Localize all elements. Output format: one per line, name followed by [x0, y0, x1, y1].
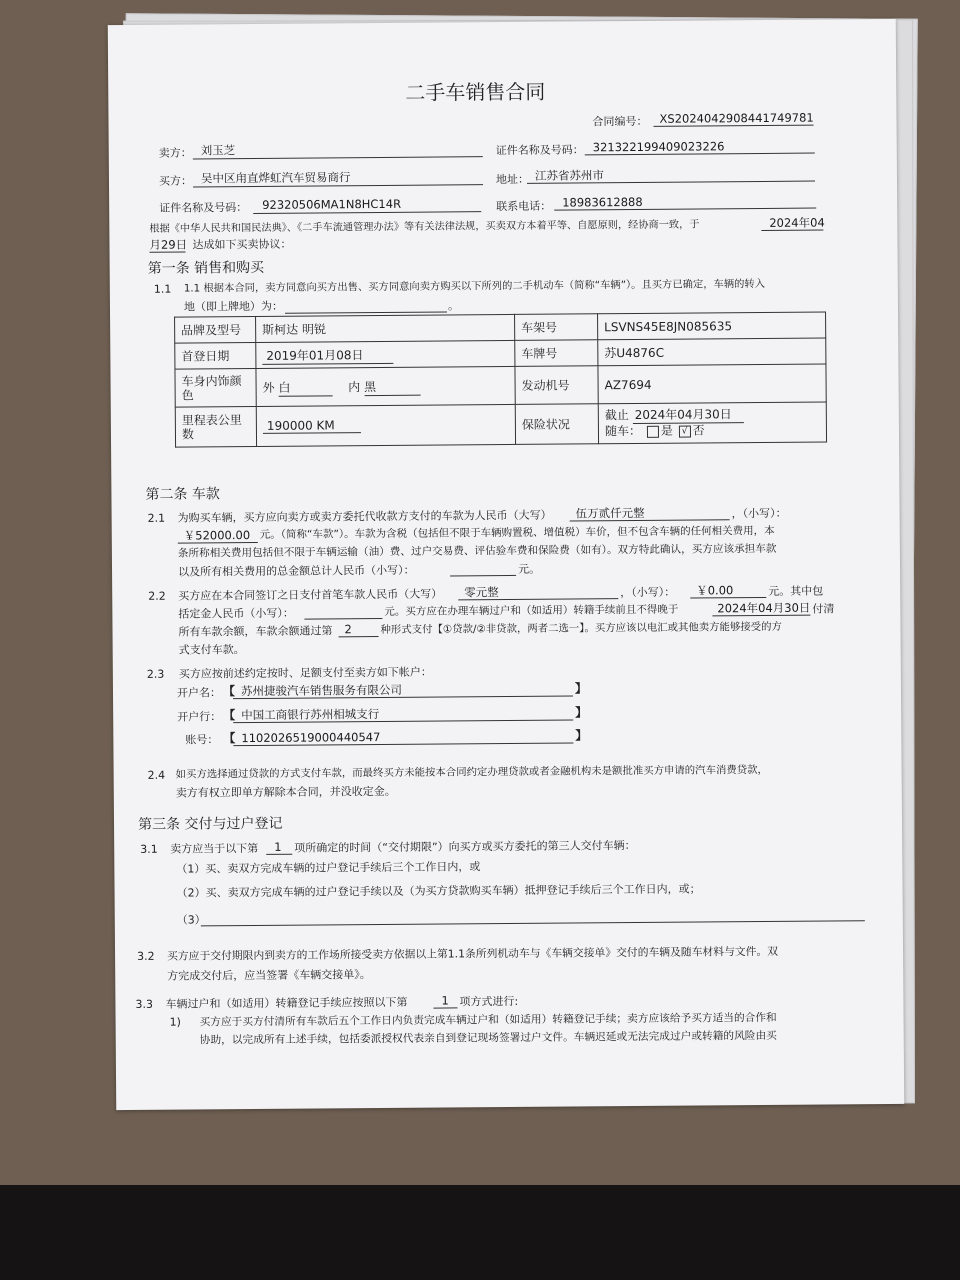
- s22-first: ￥0.00: [696, 583, 734, 598]
- s21-amount-cn: 伍万贰仟元整: [575, 505, 645, 521]
- engine-value: AZ7694: [598, 364, 826, 404]
- s22-deposit-line: [304, 618, 382, 620]
- buyer-phone-value: 18983612888: [562, 194, 643, 210]
- bracket-close: 】: [575, 728, 588, 743]
- s21-l3: 条所称相关费用包括但不限于车辆运输（油）费、过户交易费、评估验车费和保险费（如有）。双方特此确认，买方应该承担车款: [177, 542, 777, 560]
- engine-label: 发动机号: [515, 366, 598, 405]
- s22-first-cn: 零元整: [464, 585, 499, 600]
- s31-o2: （2）买、卖双方完成车辆的过户登记手续以及（为买方贷款购买车辆）抵押登记手续后三个工作日内，或；: [176, 882, 701, 900]
- insurance-date: 2024年04月30日: [633, 407, 744, 424]
- seller-id-value: 321322199409023226: [592, 139, 725, 155]
- s22-first-cn-line: [458, 598, 618, 600]
- brand-label: 品牌及型号: [175, 316, 256, 343]
- s33-sub-num: 1): [169, 1015, 181, 1029]
- s33-sub2: 协助，以完成所有上述手续，包括委派授权代表亲自到登记现场签署过户文件。车辆迟延或无法完成过户或转籍的风险由买: [199, 1028, 777, 1047]
- s21-l1a: 为购买车辆，买方应向卖方或卖方委托代收款方支付的车款为人民币（大写）: [177, 508, 552, 525]
- s24-l1: 如买方选择通过贷款的方式支付车款，而最终买方未能按本合同约定办理贷款或者金融机构未是额批准买方申请的汽车消费贷款，: [175, 763, 768, 781]
- s21-l1b: ，（小写）：: [731, 506, 787, 521]
- article3-heading: 第三条 交付与过户登记: [137, 815, 283, 833]
- contract-no-line: [654, 125, 814, 127]
- seller-id-label: 证件名称及号码：: [495, 143, 584, 158]
- int-prefix: 内: [348, 379, 361, 394]
- s21-amount-line: [178, 542, 258, 544]
- s33-opt: 1: [441, 993, 449, 1008]
- s21-l4-end: 元。: [517, 562, 541, 576]
- bank-label: 开户行：: [177, 710, 222, 724]
- s22-l1c: 元。其中包: [768, 584, 824, 598]
- article1-heading: 第一条 销售和购买: [147, 259, 265, 277]
- acct-name-label: 开户名：: [176, 686, 222, 700]
- acct-value: 1102026519000440547: [241, 729, 381, 746]
- art1-num: 1.1: [153, 282, 172, 296]
- s33-sub1: 买方应于买方付清所有车款后五个工作日内负责完成车辆过户和（如适用）转籍登记手续；卖方应该给予买方适当的合作和: [199, 1010, 777, 1029]
- bracket-open: 【: [223, 708, 236, 723]
- preamble-date-line: [761, 229, 823, 230]
- ext-prefix: 外: [262, 380, 275, 395]
- s31-o3-line: [201, 920, 865, 926]
- yes-label: 是: [660, 423, 673, 438]
- s22-l4: 式支付车款。: [178, 643, 245, 657]
- s22-num: 2.2: [148, 589, 166, 603]
- s33-l1b: 项方式进行:: [459, 994, 519, 1009]
- vin-label: 车架号: [515, 314, 598, 341]
- brand-value: 斯柯达 明锐: [256, 314, 515, 342]
- s31-l1b: 项所确定的时间（“交付期限”）向买方或买方委托的第三人交付车辆：: [294, 838, 636, 855]
- color-cell: [256, 366, 515, 406]
- s31-o1: （1）买、卖双方完成车辆的过户登记手续后三个工作日内，或: [176, 860, 481, 876]
- s32-l2: 方完成交付后，应当签署《车辆交接单》。: [167, 968, 371, 983]
- s21-total-line: [450, 575, 516, 577]
- s22-first-line: [690, 597, 766, 599]
- s22-l3b: 种形式支付【①贷款/②非贷款，两者二选一】。买方应该以电汇或其他卖方能够接受的方: [380, 620, 782, 636]
- seller-label: 卖方：: [158, 146, 192, 160]
- transfer-location-line: [285, 311, 447, 313]
- s31-o3: （3）: [176, 913, 206, 927]
- odometer-cell: [256, 404, 515, 446]
- seller-line: [193, 156, 483, 159]
- preamble-date2-line: [150, 252, 186, 253]
- buyer-id-value: 92320506MA1N8HC14R: [262, 196, 402, 212]
- preamble-date2: 月29日: [149, 237, 188, 252]
- preamble-line2: 达成如下买卖协议：: [192, 237, 292, 252]
- buyer-addr-value: 江苏省苏州市: [534, 168, 605, 183]
- contract-page: [108, 19, 904, 1110]
- reg-date-label: 首登日期: [175, 342, 256, 369]
- s23-num: 2.3: [146, 667, 165, 681]
- buyer-id-label: 证件名称及号码：: [159, 201, 248, 215]
- reg-date-value: 2019年01月08日: [262, 345, 393, 364]
- s22-l2b: 元。买方应在办理车辆过户和（如适用）转籍手续前且不得晚于: [384, 603, 679, 618]
- no-checkbox: √: [679, 425, 691, 437]
- preamble-date1: 2024年04: [769, 215, 825, 230]
- insurance-prefix: 截止: [604, 408, 629, 423]
- s31-opt-line: [266, 854, 292, 855]
- preamble-line1: 根据《中华人民共和国民法典》、《二手车流通管理办法》等有关法律法规，买卖双方本着平等、自愿原则，经协商一致，于: [149, 219, 700, 235]
- s33-num: 3.3: [135, 997, 153, 1011]
- plate-value: 苏U4876C: [598, 338, 826, 366]
- s32-l1: 买方应于交付期限内到卖方的工作场所接受卖方依据以上第1.1条所列机动车与《车辆交接单》交付的车辆及随车材料与文件。双: [167, 944, 779, 963]
- bracket-close: 】: [574, 681, 588, 696]
- s21-l2: 元。（简称“车款”）。车款为含税（包括但不限于车辆购置税、增值税）车价，但不包含车辆的任何相关费用，本: [259, 524, 775, 541]
- odometer-label: 里程表公里数: [175, 406, 256, 447]
- s31-l1a: 卖方应当于以下第: [170, 841, 259, 856]
- int-color: 黑: [364, 377, 420, 395]
- s22-due: 2024年04月30日: [717, 600, 811, 616]
- color-label: 车身内饰颜色: [175, 368, 256, 407]
- vehicle-table: [174, 311, 827, 447]
- reg-date-cell: [256, 340, 515, 368]
- vin-value: LSVNS45E8JN085635: [598, 312, 826, 340]
- bank-value: 中国工商银行苏州相城支行: [241, 707, 380, 723]
- buyer-addr-label: 地址：: [495, 172, 530, 187]
- buyer-value: 吴中区甪直烨虹汽车贸易商行: [200, 170, 351, 186]
- s22-l1a: 买方应在本合同签订之日支付首笔车款人民币（大写）: [178, 587, 443, 603]
- follow-label: 随车：: [604, 423, 642, 439]
- s22-l3a: 所有车款余额，车款余额通过第: [178, 624, 333, 639]
- acct-label: 账号：: [185, 733, 219, 747]
- s32-num: 3.2: [137, 949, 155, 963]
- page-title: 二手车销售合同: [405, 79, 546, 105]
- bracket-open: 【: [223, 731, 236, 746]
- s21-amount-cn-line: [570, 519, 730, 521]
- s33-l1a: 车辆过户和（如适用）转籍登记手续应按照以下第: [165, 995, 408, 1011]
- buyer-phone-label: 联系电话：: [496, 199, 552, 214]
- art1-p2: 地（即上牌地）为：: [183, 299, 284, 314]
- s21-num: 2.1: [147, 511, 166, 525]
- s22-method: 2: [344, 622, 352, 637]
- ext-color: 白: [278, 378, 332, 396]
- desk-edge: [0, 1185, 960, 1280]
- s22-l1b: ，（小写）：: [620, 585, 676, 600]
- art1-p2-end: 。: [447, 299, 460, 313]
- s22-l2a: 括定金人民币（小写）：: [178, 606, 294, 621]
- bracket-open: 【: [222, 684, 236, 699]
- odometer-value: 190000 KM: [263, 418, 361, 434]
- acct-name-value: 苏州捷骏汽车销售服务有限公司: [240, 682, 403, 699]
- yes-checkbox: [647, 425, 659, 437]
- s22-method-line: [339, 636, 379, 637]
- s31-opt: 1: [274, 839, 282, 854]
- insurance-label: 保险状况: [515, 404, 598, 445]
- contract-no-value: XS2024042908441749781: [659, 110, 814, 126]
- s23-intro: 买方应按前述约定按时、足额支付至卖方如下帐户：: [178, 665, 432, 681]
- insurance-cell: [598, 402, 826, 444]
- s33-opt-line: [433, 1007, 457, 1008]
- s21-amount: ￥52000.00: [183, 528, 251, 543]
- s22-due-line: [712, 615, 810, 617]
- art1-p1: 1.1 根据本合同，卖方同意向买方出售、买方同意向卖方购买以下所列的二手机动车（简称“车辆”）。且买方已确定，车辆的转入: [183, 277, 766, 295]
- s24-num: 2.4: [147, 768, 166, 782]
- plate-label: 车牌号: [515, 340, 598, 367]
- s31-num: 3.1: [140, 842, 158, 856]
- buyer-label: 买方：: [158, 174, 193, 188]
- seller-value: 刘玉芝: [200, 143, 236, 158]
- bracket-close: 】: [575, 705, 588, 720]
- s21-l4: 以及所有相关费用的总金额总计人民币（小写）：: [177, 563, 415, 579]
- s22-l2c: 付清: [812, 602, 835, 616]
- contract-no-label: 合同编号：: [592, 114, 648, 129]
- no-label: 否: [692, 423, 705, 438]
- s24-l2: 卖方有权立即单方解除本合同，并没收定金。: [175, 784, 396, 800]
- article2-heading: 第二条 车款: [145, 486, 220, 503]
